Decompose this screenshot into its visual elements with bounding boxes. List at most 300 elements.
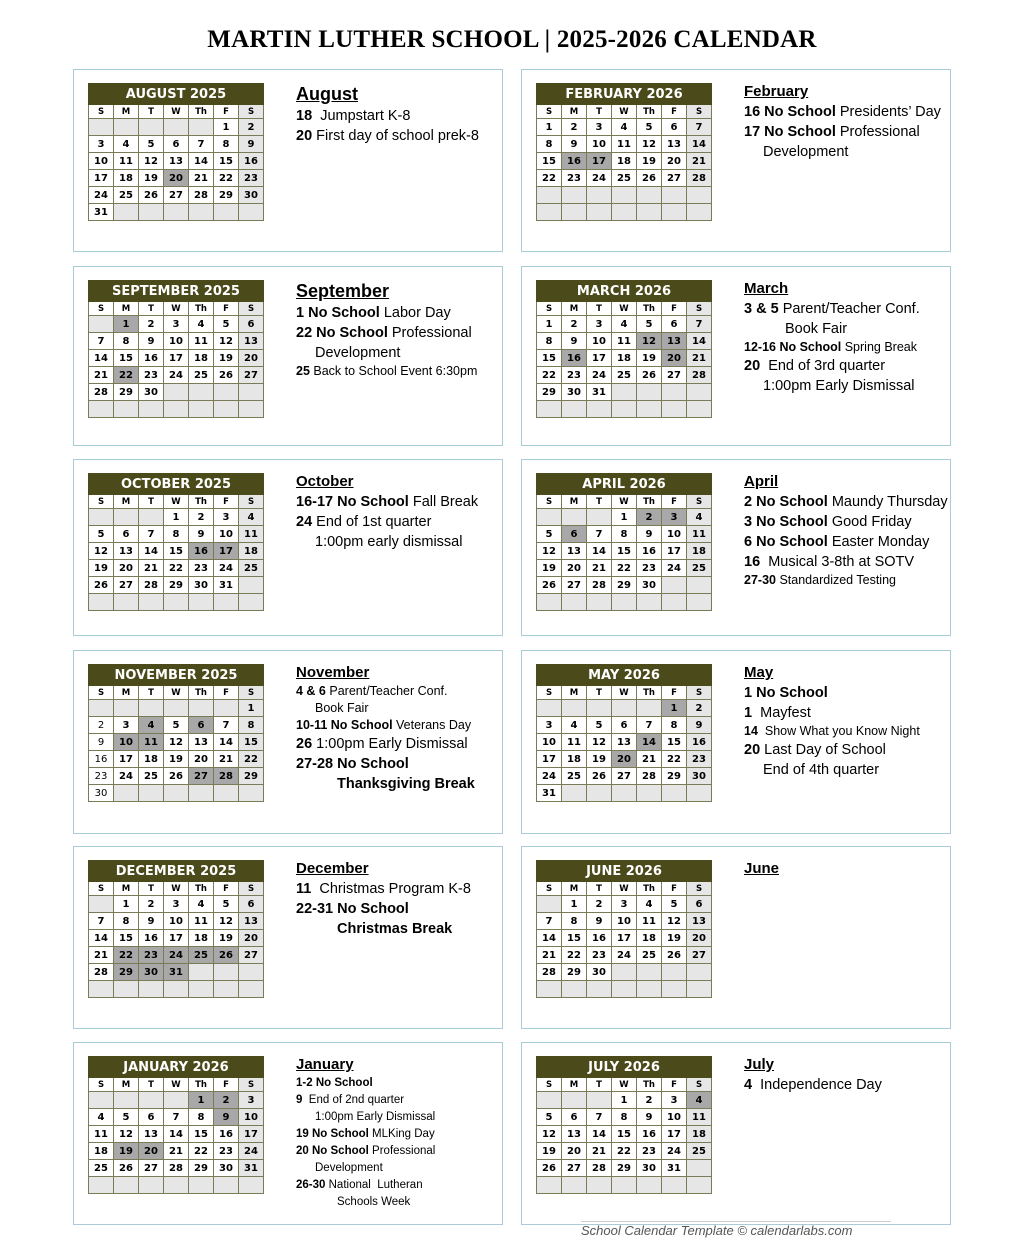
- weekday-label: Th: [189, 302, 214, 316]
- day-cell: 9: [637, 526, 662, 543]
- day-cell: 1: [239, 700, 264, 717]
- event-line: [744, 299, 948, 319]
- empty-cell: [89, 509, 114, 526]
- day-cell: 20: [239, 930, 264, 947]
- empty-cell: [637, 204, 662, 221]
- empty-cell: [687, 577, 712, 594]
- day-cell: 19: [114, 1143, 139, 1160]
- weekday-label: W: [612, 105, 637, 119]
- day-cell: 12: [537, 1126, 562, 1143]
- event-text: Maundy Thursday: [827, 494, 948, 510]
- day-cell: 18: [687, 543, 712, 560]
- empty-cell: [164, 1092, 189, 1109]
- day-cell: 10: [587, 136, 612, 153]
- empty-cell: [587, 401, 612, 418]
- day-cell: 6: [189, 717, 214, 734]
- day-cell: 29: [662, 768, 687, 785]
- day-cell: 21: [214, 751, 239, 768]
- empty-cell: [612, 204, 637, 221]
- weekday-label: W: [164, 686, 189, 700]
- day-cell: 26: [114, 1160, 139, 1177]
- day-cell: 13: [687, 913, 712, 930]
- day-cell: 5: [587, 717, 612, 734]
- month-panel: [73, 650, 503, 834]
- day-cell: 3: [537, 717, 562, 734]
- empty-cell: [214, 401, 239, 418]
- empty-cell: [189, 981, 214, 998]
- event-text: Independence Day: [752, 1077, 882, 1093]
- event-emphasis: 19 No School: [296, 1128, 369, 1140]
- day-cell: 23: [139, 367, 164, 384]
- event-text: End of 1st quarter: [312, 514, 432, 530]
- day-cell: 12: [637, 136, 662, 153]
- empty-cell: [214, 594, 239, 611]
- notes-title: January: [296, 1056, 354, 1073]
- month-calendar: [536, 860, 712, 998]
- weekday-label: S: [687, 105, 712, 119]
- empty-cell: [562, 981, 587, 998]
- day-cell: 9: [239, 136, 264, 153]
- day-cell: 27: [189, 768, 214, 785]
- weekday-label: S: [89, 882, 114, 896]
- empty-cell: [662, 785, 687, 802]
- day-cell: 18: [114, 170, 139, 187]
- day-cell: 18: [562, 751, 587, 768]
- empty-cell: [587, 187, 612, 204]
- month-notes: [744, 663, 948, 780]
- day-cell: 8: [562, 913, 587, 930]
- empty-cell: [239, 577, 264, 594]
- weekday-label: S: [239, 105, 264, 119]
- day-cell: 14: [139, 543, 164, 560]
- empty-cell: [537, 187, 562, 204]
- empty-cell: [139, 785, 164, 802]
- event-emphasis: 2 No School: [744, 494, 828, 510]
- empty-cell: [189, 119, 214, 136]
- weekday-label: W: [164, 105, 189, 119]
- weekday-label: S: [537, 1078, 562, 1092]
- weekday-label: T: [139, 686, 164, 700]
- day-cell: 22: [537, 170, 562, 187]
- day-cell: 28: [687, 170, 712, 187]
- day-cell: 1: [114, 896, 139, 913]
- day-cell: 19: [637, 153, 662, 170]
- day-cell: 26: [537, 1160, 562, 1177]
- empty-cell: [114, 594, 139, 611]
- event-text: National Lutheran: [325, 1179, 423, 1191]
- month-calendar: [536, 1056, 712, 1194]
- day-cell: 10: [587, 333, 612, 350]
- day-cell: 11: [114, 153, 139, 170]
- day-cell: 15: [537, 350, 562, 367]
- day-cell: 9: [562, 333, 587, 350]
- event-line: [296, 1126, 500, 1143]
- month-panel: [73, 266, 503, 446]
- weekday-label: W: [612, 302, 637, 316]
- weekday-label: Th: [637, 686, 662, 700]
- month-notes: [296, 279, 500, 380]
- day-cell: 29: [612, 577, 637, 594]
- empty-cell: [239, 401, 264, 418]
- day-cell: 22: [562, 947, 587, 964]
- day-cell: 11: [637, 913, 662, 930]
- day-cell: 14: [587, 1126, 612, 1143]
- day-cell: 24: [114, 768, 139, 785]
- empty-cell: [687, 384, 712, 401]
- day-cell: 26: [637, 367, 662, 384]
- notes-title: October: [296, 473, 354, 490]
- day-cell: 8: [239, 717, 264, 734]
- day-cell: 14: [189, 153, 214, 170]
- day-cell: 26: [139, 187, 164, 204]
- day-cell: 6: [164, 136, 189, 153]
- day-cell: 1: [612, 509, 637, 526]
- day-cell: 24: [587, 367, 612, 384]
- day-cell: 9: [139, 913, 164, 930]
- day-cell: 25: [189, 947, 214, 964]
- day-cell: 8: [537, 136, 562, 153]
- empty-cell: [114, 1177, 139, 1194]
- weekday-label: S: [537, 495, 562, 509]
- empty-cell: [637, 594, 662, 611]
- weekday-label: W: [164, 495, 189, 509]
- event-line: [296, 717, 500, 734]
- day-cell: 22: [114, 947, 139, 964]
- day-cell: 11: [612, 333, 637, 350]
- empty-cell: [189, 964, 214, 981]
- empty-cell: [239, 1177, 264, 1194]
- month-calendar: [88, 473, 264, 611]
- day-cell: 24: [662, 1143, 687, 1160]
- weekday-label: M: [114, 686, 139, 700]
- event-text: Development: [315, 1162, 383, 1174]
- day-cell: 21: [687, 350, 712, 367]
- day-cell: 28: [189, 187, 214, 204]
- day-cell: 7: [687, 119, 712, 136]
- day-cell: 5: [537, 1109, 562, 1126]
- day-cell: 13: [164, 153, 189, 170]
- empty-cell: [139, 594, 164, 611]
- weekday-label: Th: [189, 495, 214, 509]
- day-cell: 28: [139, 577, 164, 594]
- day-cell: 27: [662, 367, 687, 384]
- empty-cell: [562, 204, 587, 221]
- day-cell: 6: [114, 526, 139, 543]
- weekday-label: T: [587, 105, 612, 119]
- weekday-label: S: [687, 495, 712, 509]
- weekday-label: S: [89, 495, 114, 509]
- event-line: [744, 760, 948, 780]
- day-cell: 19: [537, 1143, 562, 1160]
- day-cell: 28: [687, 367, 712, 384]
- month-calendar: [536, 83, 712, 221]
- day-cell: 14: [637, 734, 662, 751]
- event-line: [744, 683, 948, 703]
- empty-cell: [239, 785, 264, 802]
- empty-cell: [562, 594, 587, 611]
- day-cell: 29: [114, 964, 139, 981]
- day-cell: 20: [687, 930, 712, 947]
- empty-cell: [537, 204, 562, 221]
- empty-cell: [637, 384, 662, 401]
- month-header: OCTOBER 2025: [89, 474, 264, 495]
- day-cell: 5: [637, 316, 662, 333]
- day-cell: 29: [239, 768, 264, 785]
- day-cell: 30: [587, 964, 612, 981]
- empty-cell: [189, 700, 214, 717]
- day-cell: 13: [239, 913, 264, 930]
- month-panel: [73, 846, 503, 1029]
- day-cell: 29: [537, 384, 562, 401]
- weekday-label: S: [687, 1078, 712, 1092]
- day-cell: 24: [587, 170, 612, 187]
- day-cell: 23: [214, 1143, 239, 1160]
- day-cell: 6: [239, 896, 264, 913]
- event-line: [296, 303, 500, 323]
- day-cell: 12: [662, 913, 687, 930]
- day-cell: 31: [164, 964, 189, 981]
- weekday-label: Th: [189, 686, 214, 700]
- day-cell: 2: [637, 1092, 662, 1109]
- day-cell: 4: [687, 509, 712, 526]
- empty-cell: [662, 1177, 687, 1194]
- day-cell: 8: [214, 136, 239, 153]
- day-cell: 21: [139, 560, 164, 577]
- empty-cell: [587, 594, 612, 611]
- event-line: [296, 512, 500, 532]
- event-line: [744, 142, 948, 162]
- day-cell: 23: [687, 751, 712, 768]
- day-cell: 24: [239, 1143, 264, 1160]
- event-emphasis: 4: [744, 1077, 753, 1093]
- weekday-label: W: [164, 882, 189, 896]
- day-cell: 30: [214, 1160, 239, 1177]
- weekday-label: W: [612, 882, 637, 896]
- day-cell: 10: [612, 913, 637, 930]
- day-cell: 12: [537, 543, 562, 560]
- day-cell: 4: [562, 717, 587, 734]
- day-cell: 5: [139, 136, 164, 153]
- event-emphasis: 20: [744, 358, 761, 374]
- event-line: [296, 1143, 500, 1160]
- empty-cell: [537, 594, 562, 611]
- day-cell: 30: [637, 1160, 662, 1177]
- day-cell: 3: [239, 1092, 264, 1109]
- weekday-label: S: [89, 1078, 114, 1092]
- day-cell: 30: [562, 384, 587, 401]
- day-cell: 6: [562, 526, 587, 543]
- day-cell: 24: [214, 560, 239, 577]
- empty-cell: [164, 594, 189, 611]
- event-emphasis: 16-17 No School: [296, 494, 409, 510]
- event-emphasis: 10-11 No School: [296, 718, 393, 732]
- day-cell: 19: [139, 170, 164, 187]
- event-emphasis: 27-30: [744, 573, 776, 587]
- day-cell: 25: [189, 367, 214, 384]
- month-panel: [521, 459, 951, 636]
- empty-cell: [587, 981, 612, 998]
- empty-cell: [114, 509, 139, 526]
- weekday-label: M: [114, 495, 139, 509]
- month-header: APRIL 2026: [537, 474, 712, 495]
- empty-cell: [637, 700, 662, 717]
- event-text: Parent/Teacher Conf.: [778, 301, 920, 317]
- empty-cell: [189, 594, 214, 611]
- day-cell: 24: [89, 187, 114, 204]
- day-cell: 26: [637, 170, 662, 187]
- event-text: Veterans Day: [392, 718, 472, 732]
- day-cell: 11: [189, 913, 214, 930]
- notes-title: April: [744, 473, 779, 490]
- day-cell: 1: [537, 119, 562, 136]
- day-cell: 23: [89, 768, 114, 785]
- day-cell: 30: [139, 964, 164, 981]
- notes-title: September: [296, 281, 390, 301]
- event-emphasis: 16: [744, 554, 761, 570]
- event-text: 1:00pm Early Dismissal: [312, 736, 468, 752]
- event-emphasis: 17 No School: [744, 124, 836, 140]
- empty-cell: [164, 384, 189, 401]
- day-cell: 15: [612, 543, 637, 560]
- day-cell: 22: [662, 751, 687, 768]
- empty-cell: [139, 1177, 164, 1194]
- day-cell: 14: [214, 734, 239, 751]
- event-text: Good Friday: [827, 514, 912, 530]
- empty-cell: [687, 594, 712, 611]
- day-cell: 28: [637, 768, 662, 785]
- empty-cell: [139, 700, 164, 717]
- weekday-label: F: [214, 686, 239, 700]
- month-notes: [744, 1055, 948, 1095]
- empty-cell: [189, 384, 214, 401]
- day-cell: 26: [662, 947, 687, 964]
- event-text: Book Fair: [315, 701, 369, 715]
- event-emphasis: 1 No School: [744, 685, 828, 701]
- event-text: First day of school prek-8: [312, 128, 479, 144]
- day-cell: 20: [662, 153, 687, 170]
- day-cell: 8: [114, 333, 139, 350]
- empty-cell: [114, 785, 139, 802]
- day-cell: 21: [89, 367, 114, 384]
- empty-cell: [662, 204, 687, 221]
- day-cell: 31: [214, 577, 239, 594]
- day-cell: 10: [114, 734, 139, 751]
- weekday-label: T: [587, 1078, 612, 1092]
- day-cell: 10: [662, 1109, 687, 1126]
- day-cell: 10: [537, 734, 562, 751]
- event-line: [296, 106, 500, 126]
- day-cell: 9: [189, 526, 214, 543]
- day-cell: 15: [562, 930, 587, 947]
- day-cell: 13: [189, 734, 214, 751]
- day-cell: 12: [89, 543, 114, 560]
- month-header: NOVEMBER 2025: [89, 665, 264, 686]
- day-cell: 23: [139, 947, 164, 964]
- day-cell: 12: [139, 153, 164, 170]
- event-line: [296, 363, 500, 380]
- weekday-label: M: [114, 882, 139, 896]
- event-text: Professional: [387, 325, 472, 341]
- day-cell: 22: [537, 367, 562, 384]
- day-cell: 9: [89, 734, 114, 751]
- event-line: [744, 102, 948, 122]
- day-cell: 31: [537, 785, 562, 802]
- day-cell: 23: [587, 947, 612, 964]
- event-emphasis: 22-31 No School: [296, 901, 409, 917]
- month-panel: [521, 266, 951, 446]
- weekday-label: W: [612, 686, 637, 700]
- day-cell: 3: [214, 509, 239, 526]
- day-cell: 15: [662, 734, 687, 751]
- day-cell: 18: [612, 350, 637, 367]
- event-emphasis: 26: [296, 736, 313, 752]
- event-emphasis: 14: [744, 724, 758, 738]
- event-text: Professional: [368, 1145, 436, 1157]
- day-cell: 2: [139, 896, 164, 913]
- empty-cell: [537, 509, 562, 526]
- day-cell: 26: [214, 947, 239, 964]
- day-cell: 7: [139, 526, 164, 543]
- empty-cell: [612, 1177, 637, 1194]
- empty-cell: [612, 187, 637, 204]
- day-cell: 13: [612, 734, 637, 751]
- day-cell: 18: [239, 543, 264, 560]
- month-header: FEBRUARY 2026: [537, 84, 712, 105]
- month-notes: [744, 279, 948, 396]
- day-cell: 3: [114, 717, 139, 734]
- day-cell: 16: [637, 1126, 662, 1143]
- day-cell: 19: [587, 751, 612, 768]
- event-emphasis: 20: [296, 128, 313, 144]
- weekday-label: S: [239, 302, 264, 316]
- event-line: [296, 754, 500, 774]
- weekday-label: F: [214, 302, 239, 316]
- day-cell: 18: [637, 930, 662, 947]
- empty-cell: [214, 964, 239, 981]
- weekday-label: M: [114, 302, 139, 316]
- empty-cell: [214, 204, 239, 221]
- day-cell: 2: [562, 316, 587, 333]
- day-cell: 1: [214, 119, 239, 136]
- event-emphasis: Thanksgiving Break: [337, 776, 475, 792]
- day-cell: 14: [587, 543, 612, 560]
- weekday-label: F: [662, 882, 687, 896]
- event-text: Christmas Program K-8: [311, 881, 471, 897]
- weekday-label: S: [687, 882, 712, 896]
- event-line: [744, 376, 948, 396]
- event-emphasis: 3 & 5: [744, 301, 779, 317]
- empty-cell: [537, 1177, 562, 1194]
- day-cell: 20: [239, 350, 264, 367]
- day-cell: 10: [164, 333, 189, 350]
- empty-cell: [612, 401, 637, 418]
- day-cell: 14: [687, 136, 712, 153]
- day-cell: 19: [214, 350, 239, 367]
- weekday-label: S: [687, 302, 712, 316]
- day-cell: 10: [89, 153, 114, 170]
- empty-cell: [687, 785, 712, 802]
- day-cell: 27: [612, 768, 637, 785]
- day-cell: 13: [662, 333, 687, 350]
- weekday-label: F: [662, 686, 687, 700]
- month-panel: [73, 459, 503, 636]
- day-cell: 15: [114, 350, 139, 367]
- day-cell: 30: [89, 785, 114, 802]
- empty-cell: [562, 187, 587, 204]
- weekday-label: F: [214, 495, 239, 509]
- day-cell: 11: [687, 526, 712, 543]
- day-cell: 18: [687, 1126, 712, 1143]
